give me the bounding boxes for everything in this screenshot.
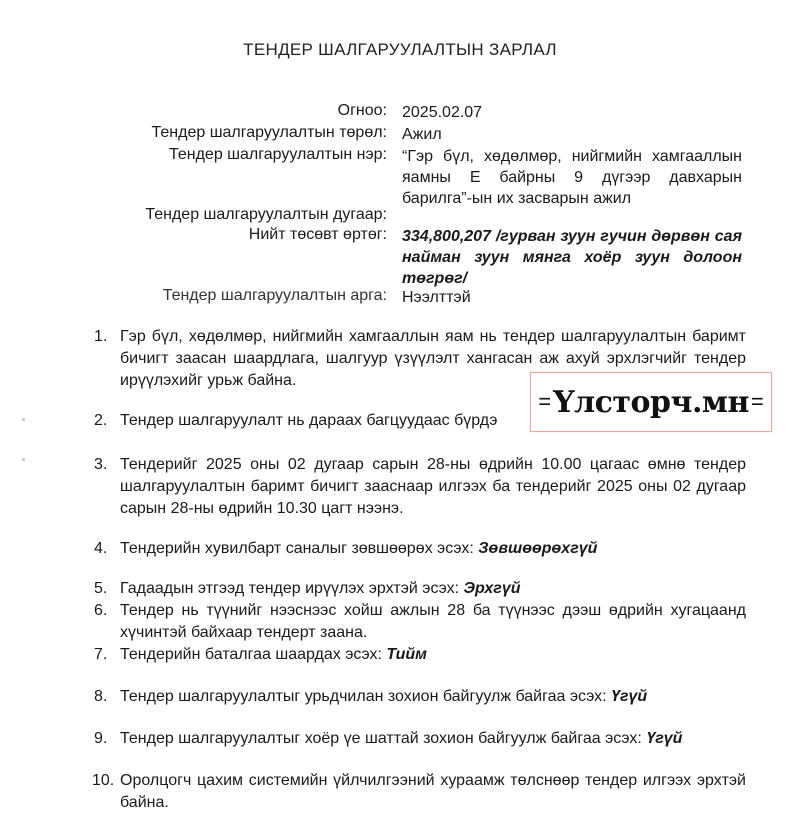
meta-label: Нийт төсөвт өртөг: xyxy=(248,226,387,243)
scan-speck xyxy=(22,418,25,421)
list-item xyxy=(94,728,746,750)
item-text: Тендер нь түүнийг нээснээс хойш ажлын 28 ба түүнээс дээш өдрийн хугацаанд хүчинтэй байхаар тендерт заана. xyxy=(120,602,746,641)
watermark-logo xyxy=(530,372,772,432)
list-item xyxy=(94,686,746,708)
item-text: Тендер шалгаруулалтыг урьдчилан зохион байгуулж байгаа эсэх: xyxy=(120,688,612,705)
scan-speck xyxy=(22,458,25,461)
meta-number xyxy=(0,206,800,228)
watermark-dash-icon: = xyxy=(538,389,552,414)
item-number: 10. xyxy=(92,772,115,789)
item-number: 5. xyxy=(94,580,108,597)
list-item xyxy=(94,600,746,644)
item-text: Тендерийг 2025 оны 02 дугаар сарын 28-ны өдрийн 10.00 цагаас өмнө тендер шалгаруулалтын баримт бичигт зааснаар илгээх ба тендерийг 2025 оны 02 дугаар сарын 28-ны өдрийн 10.30 цагт нээнэ. xyxy=(120,456,746,517)
meta-label: Тендер шалгаруулалтын төрөл: xyxy=(151,124,387,141)
meta-value: 334,800,207 /гурван зуун гучин дөрвөн сая найман зуун мянга хоёр зуун долоон төгрөг/ xyxy=(402,228,742,287)
list-item xyxy=(94,578,746,600)
item-number: 7. xyxy=(94,646,108,663)
item-number: 1. xyxy=(94,328,108,345)
meta-value: Ажил xyxy=(402,126,442,143)
list-item xyxy=(94,770,746,814)
item-number: 2. xyxy=(94,412,108,429)
document-title: ТЕНДЕР ШАЛГАРУУЛАЛТЫН ЗАРЛАЛ xyxy=(243,40,557,59)
item-answer: Эрхгүй xyxy=(463,580,521,597)
item-text: Тендер шалгаруулалт нь дараах багцуудаас бүрдэ xyxy=(120,412,498,429)
meta-budget xyxy=(0,226,800,287)
item-number: 4. xyxy=(94,540,108,557)
meta-label: Тендер шалгаруулалтын нэр: xyxy=(168,146,387,163)
item-number: 8. xyxy=(94,688,108,705)
item-answer: Үгүй xyxy=(611,688,648,705)
meta-method xyxy=(0,287,800,309)
item-answer: Үгүй xyxy=(646,730,683,747)
meta-label: Тендер шалгаруулалтын арга: xyxy=(162,287,387,304)
meta-type xyxy=(0,124,800,146)
item-answer: Тийм xyxy=(386,646,427,663)
list-item xyxy=(94,538,746,560)
item-text: Тендерийн баталгаа шаардах эсэх: xyxy=(120,646,387,663)
meta-label: Тендер шалгаруулалтын дугаар: xyxy=(145,206,387,223)
item-text: Тендерийн хувилбарт саналыг зөвшөөрөх эсэх: xyxy=(120,540,479,557)
meta-name xyxy=(0,146,800,207)
item-text: Оролцогч цахим системийн үйлчилгээний хураамж төлснөөр тендер илгээх эрхтэй байна. xyxy=(120,772,746,811)
list-item xyxy=(94,454,746,520)
item-number: 6. xyxy=(94,602,108,619)
meta-label: Огноо: xyxy=(337,102,387,119)
watermark-text: Үлсторч.мн xyxy=(553,384,749,420)
watermark-dash-icon: = xyxy=(750,389,764,414)
meta-value: Нээлттэй xyxy=(402,289,471,306)
list-item xyxy=(94,644,746,666)
item-text: Тендер шалгаруулалтыг хоёр үе шаттай зохион байгуулж байгаа эсэх: xyxy=(120,730,647,747)
item-answer: Зөвшөөрөхгүй xyxy=(478,540,598,557)
item-number: 9. xyxy=(94,730,108,747)
item-text: Гэр бүл, хөдөлмөр, нийгмийн хамгааллын яам нь тендер шалгаруулалтын баримт бичигт заасан шаардлага, шалгуур үзүүлэлт хангасан аж ахуй эрхлэгчийг тендер ирүүлэхийг урьж байна. xyxy=(120,328,746,389)
item-text: Гадаадын этгээд тендер ирүүлэх эрхтэй эсэх: xyxy=(120,580,464,597)
meta-date xyxy=(0,102,800,124)
meta-value: 2025.02.07 xyxy=(402,104,483,121)
meta-value: “Гэр бүл, хөдөлмөр, нийгмийн хамгааллын яамны Е байрны 9 дүгээр давхарын барилга”-ын их засварын ажил xyxy=(402,148,742,207)
item-number: 3. xyxy=(94,456,108,473)
